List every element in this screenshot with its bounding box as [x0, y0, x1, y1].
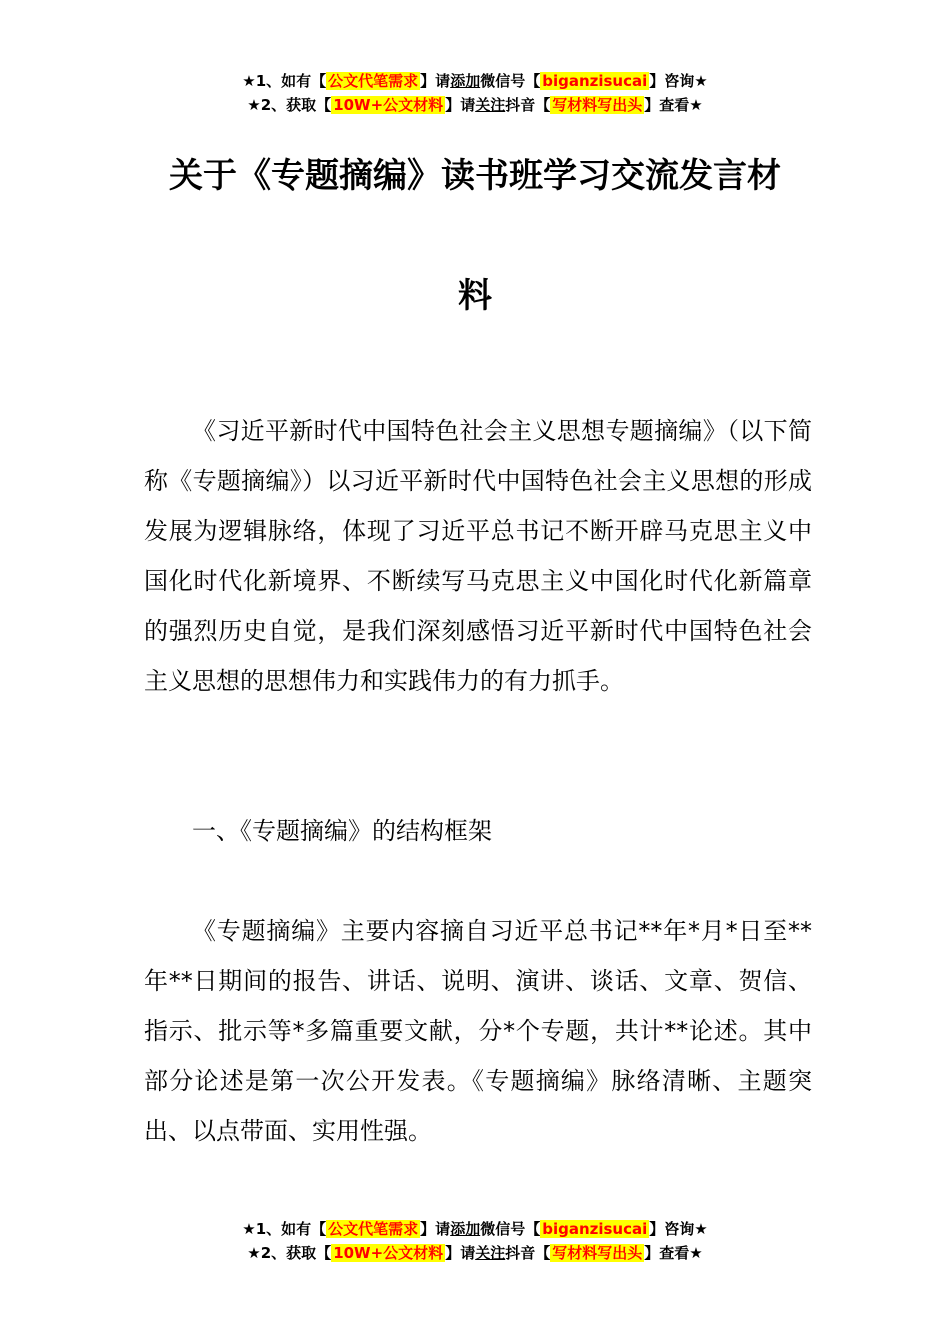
- banner-line-1: [0, 69, 950, 93]
- banner-underline: 添加: [450, 72, 481, 90]
- banner-text: 微信号【: [480, 1220, 541, 1238]
- banner-text: 微信号【: [480, 72, 541, 90]
- banner-text: ★2、获取【: [247, 1244, 332, 1262]
- banner-highlight: 10W+公文材料: [333, 1244, 444, 1262]
- body-paragraph-intro: 《习近平新时代中国特色社会主义思想专题摘编》（以下简称《专题摘编》）以习近平新时代中国特色社会主义思想的形成发展为逻辑脉络，体现了习近平总书记不断开辟马克思主义中国化时代化新境界、不断续写马克思主义中国化时代化新篇章的强烈历史自觉，是我们深刻感悟习近平新时代中国特色社会主义思想的思想伟力和实践伟力的有力抓手。: [144, 417, 812, 695]
- banner-text: ★1、如有【: [242, 1220, 327, 1238]
- footer-banner: [0, 1217, 950, 1265]
- section-heading-1: 一、《专题摘编》的结构框架: [192, 817, 492, 845]
- banner-text: 】咨询★: [649, 72, 708, 90]
- banner-highlight: 10W+公文材料: [333, 96, 444, 114]
- banner-wechat-id: biganzisucai: [542, 72, 648, 90]
- banner-text: 】查看★: [644, 96, 703, 114]
- banner-text: 】请: [420, 1220, 451, 1238]
- banner-wechat-id: biganzisucai: [542, 1220, 648, 1238]
- banner-text: 】请: [445, 96, 476, 114]
- banner-highlight: 公文代笔需求: [328, 72, 419, 90]
- banner-douyin-id: 写材料写出头: [552, 96, 643, 114]
- body-paragraph-structure: 《专题摘编》主要内容摘自习近平总书记**年*月*日至**年**日期间的报告、讲话、说明、演讲、谈话、文章、贺信、指示、批示等*多篇重要文献，分*个专题，共计**论述。其中部分论述是第一次公开发表。《专题摘编》脉络清晰、主题突出、以点带面、实用性强。: [144, 917, 812, 1145]
- banner-text: 】请: [420, 72, 451, 90]
- banner-text: 】咨询★: [649, 1220, 708, 1238]
- document-title-line-2: 料: [458, 276, 492, 316]
- banner-text: ★1、如有【: [242, 72, 327, 90]
- document-title-line-1: 关于《专题摘编》读书班学习交流发言材: [169, 156, 781, 196]
- banner-douyin-id: 写材料写出头: [552, 1244, 643, 1262]
- header-banner: [0, 69, 950, 117]
- banner-line-1: [0, 1217, 950, 1241]
- banner-text: 】请: [445, 1244, 476, 1262]
- banner-underline: 添加: [450, 1220, 481, 1238]
- banner-underline: 关注: [475, 1244, 506, 1262]
- banner-text: 抖音【: [505, 96, 551, 114]
- banner-highlight: 公文代笔需求: [328, 1220, 419, 1238]
- banner-text: 】查看★: [644, 1244, 703, 1262]
- banner-line-2: [0, 93, 950, 117]
- banner-text: ★2、获取【: [247, 96, 332, 114]
- banner-underline: 关注: [475, 96, 506, 114]
- banner-text: 抖音【: [505, 1244, 551, 1262]
- banner-line-2: [0, 1241, 950, 1265]
